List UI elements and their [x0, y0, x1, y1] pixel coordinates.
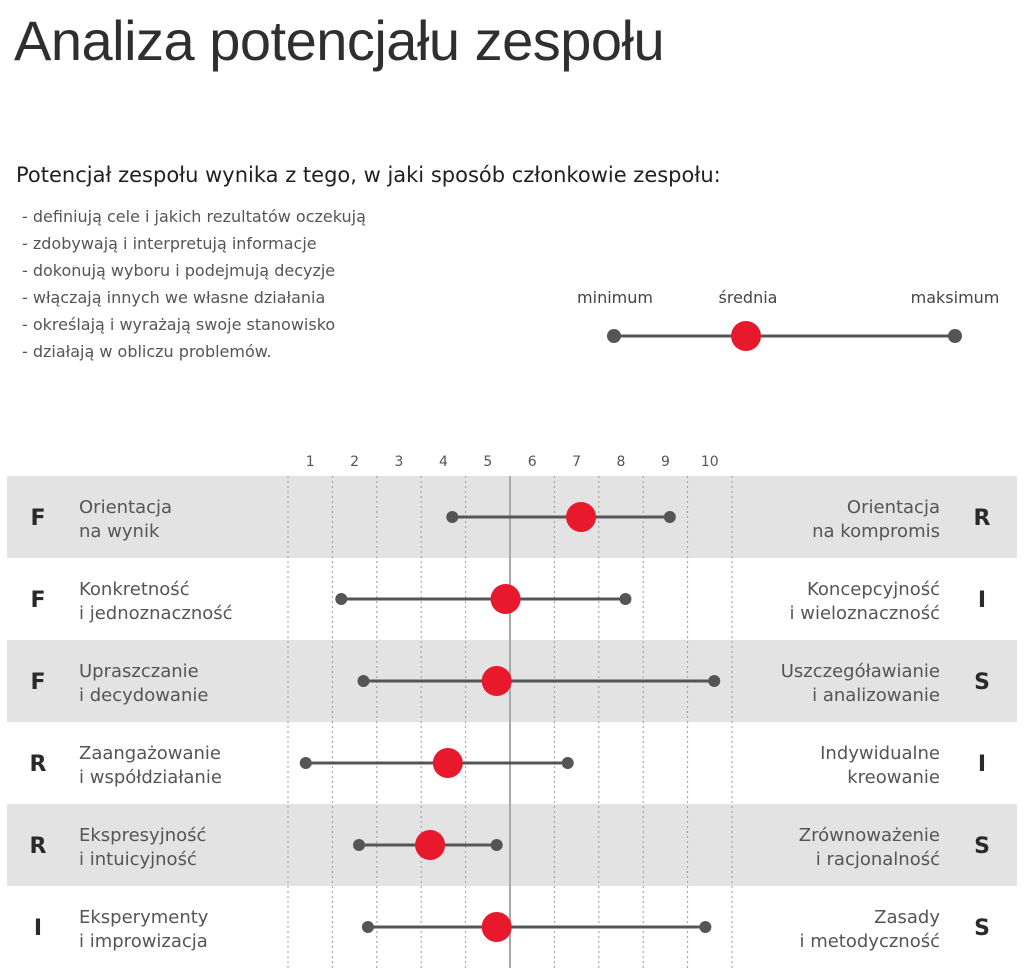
right-label: i racjonalność [815, 849, 940, 870]
left-label: Eksperymenty [79, 907, 209, 928]
legend-avg-label: średnia [718, 288, 778, 307]
max-dot [664, 511, 676, 523]
right-label: Indywidualne [820, 743, 940, 764]
left-code: I [33, 916, 43, 941]
tick-label: 5 [483, 454, 493, 470]
min-dot [446, 511, 458, 523]
left-label: Konkretność [79, 579, 190, 600]
left-code: F [30, 588, 46, 613]
right-code: S [974, 670, 990, 695]
mean-dot [566, 502, 596, 532]
bullet-item: - definiują cele i jakich rezultatów oczekują [22, 207, 366, 226]
min-dot [357, 675, 369, 687]
right-label: Koncepcyjność [807, 579, 940, 600]
left-code: R [29, 752, 47, 777]
max-dot [708, 675, 720, 687]
intro-text: Potencjał zespołu wynika z tego, w jaki sposób członkowie zespołu: [16, 163, 721, 187]
right-label: Zrównoważenie [798, 825, 940, 846]
range-chart [0, 440, 1024, 972]
mean-dot [415, 830, 445, 860]
right-code: I [977, 588, 987, 613]
legend-max-dot [948, 329, 962, 343]
min-dot [335, 593, 347, 605]
right-code: R [973, 506, 991, 531]
right-label: kreowanie [847, 767, 940, 788]
left-label: Upraszczanie [79, 661, 199, 682]
right-label: i analizowanie [812, 685, 940, 706]
bullet-list [22, 203, 366, 365]
left-label: i współdziałanie [79, 767, 222, 788]
right-label: Orientacja [846, 497, 940, 518]
right-label: na kompromis [812, 521, 940, 542]
right-label: Uszczegóławianie [780, 661, 940, 682]
legend-min-label: minimum [577, 288, 653, 307]
tick-label: 7 [572, 454, 582, 470]
left-label: i decydowanie [79, 685, 209, 706]
legend-avg-dot [731, 321, 761, 351]
right-label: i metodyczność [799, 931, 940, 952]
min-dot [300, 757, 312, 769]
bullet-item: - działają w obliczu problemów. [22, 342, 272, 361]
left-code: F [30, 670, 46, 695]
bullet-item: - włączają innych we własne działania [22, 288, 326, 307]
bullet-item: - określają i wyrażają swoje stanowisko [22, 315, 336, 334]
left-code: R [29, 834, 47, 859]
mean-dot [491, 584, 521, 614]
bullet-item: - dokonują wyboru i podejmują decyzje [22, 261, 336, 280]
right-label: Zasady [874, 907, 940, 928]
mean-dot [482, 912, 512, 942]
min-dot [362, 921, 374, 933]
max-dot [491, 839, 503, 851]
tick-label: 8 [616, 454, 626, 470]
legend-graphic [590, 315, 980, 360]
left-label: Orientacja [79, 497, 173, 518]
page-title: Analiza potencjału zespołu [14, 9, 665, 72]
left-label: Zaangażowanie [79, 743, 221, 764]
right-code: I [977, 752, 987, 777]
left-label: Ekspresyjność [79, 825, 207, 846]
left-code: F [30, 506, 46, 531]
tick-label: 9 [660, 454, 670, 470]
min-dot [353, 839, 365, 851]
max-dot [619, 593, 631, 605]
left-label: i intuicyjność [79, 849, 197, 870]
legend-min-dot [607, 329, 621, 343]
tick-label: 10 [700, 454, 719, 470]
mean-dot [482, 666, 512, 696]
right-code: S [974, 916, 990, 941]
max-dot [562, 757, 574, 769]
tick-label: 4 [438, 454, 448, 470]
tick-label: 6 [527, 454, 537, 470]
tick-label: 2 [350, 454, 360, 470]
tick-label: 1 [305, 454, 315, 470]
tick-label: 3 [394, 454, 404, 470]
left-label: i improwizacja [79, 931, 208, 952]
left-label: i jednoznaczność [79, 603, 233, 624]
right-code: S [974, 834, 990, 859]
bullet-item: - zdobywają i interpretują informacje [22, 234, 317, 253]
left-label: na wynik [79, 521, 160, 542]
legend-max-label: maksimum [910, 288, 1000, 307]
right-label: i wieloznaczność [789, 603, 940, 624]
mean-dot [433, 748, 463, 778]
max-dot [699, 921, 711, 933]
